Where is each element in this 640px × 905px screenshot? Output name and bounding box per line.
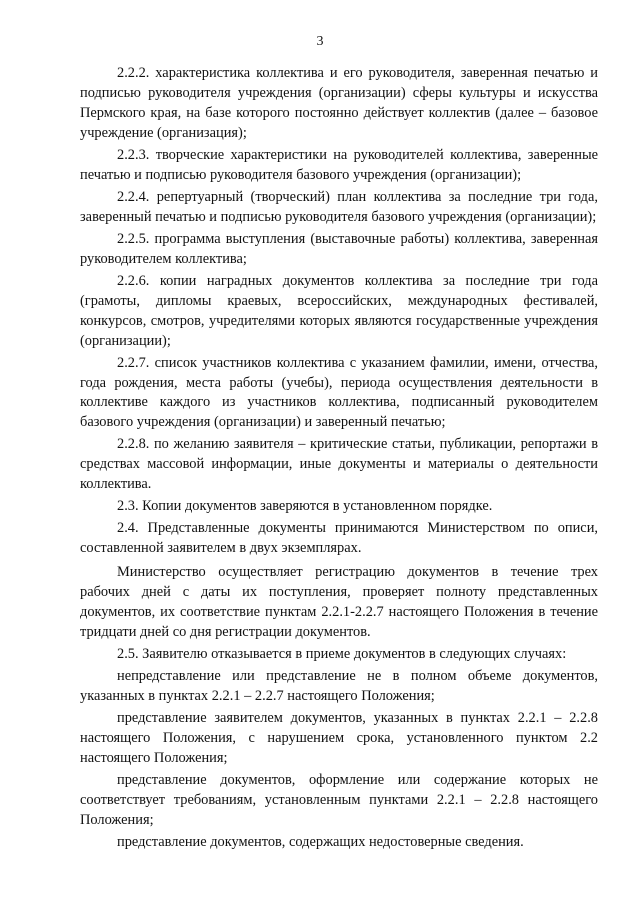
paragraph-refusal-reason-3: представление документов, оформление или содержание которых не соответствует требованиям, установленным пунктами 2.2.1 – 2.2.8 настоящего Положения;	[80, 772, 598, 828]
paragraph-refusal-reason-1: непредставление или представление не в полном объеме документов, указанных в пунктах 2.2.1 – 2.2.7 настоящего Положения;	[80, 668, 598, 705]
paragraph-2-4: 2.4. Представленные документы принимаются Министерством по описи, составленной заявителем в двух экземплярах.	[80, 520, 598, 557]
paragraph-2-2-7: 2.2.7. список участников коллектива с указанием фамилии, имени, отчества, года рождения, места работы (учебы), периода осуществления деятельности в коллективе каждого из участников коллектива, подписанный руководителем базового учреждения (организации) и заверенный печатью;	[80, 354, 598, 431]
paragraph-2-2-2: 2.2.2. характеристика коллектива и его руководителя, заверенная печатью и подписью руководителя учреждения (организации) сферы культуры и искусства Пермского края, на базе которого постоянно действует коллектив (далее – базовое учреждение (организация);	[80, 65, 598, 141]
paragraph-2-5: 2.5. Заявителю отказывается в приеме документов в следующих случаях:	[117, 646, 567, 663]
paragraph-ministry-registration: Министерство осуществляет регистрацию документов в течение трех рабочих дней с даты их поступления, проверяет полноту представленных документов, их соответствие пунктам 2.2.1-2.2.7 настоящего Положения в течение тридцати дней со дня регистрации документов.	[80, 564, 598, 640]
page-number: 3	[316, 34, 324, 49]
paragraph-2-2-5: 2.2.5. программа выступления (выставочные работы) коллектива, заверенная руководителем коллектива;	[80, 230, 598, 267]
paragraph-2-2-8: 2.2.8. по желанию заявителя – критические статьи, публикации, репортажи в средствах массовой информации, иные документы и материалы о деятельности коллектива.	[80, 436, 598, 493]
paragraph-2-2-6: 2.2.6. копии наградных документов коллектива за последние три года (грамоты, дипломы краевых, всероссийских, международных фестивалей, конкурсов, смотров, учредителями которых являются государственные учреждения (организации);	[80, 272, 598, 349]
paragraph-2-2-3: 2.2.3. творческие характеристики на руководителей коллектива, заверенные печатью и подписью руководителя базового учреждения (организации);	[80, 146, 598, 183]
paragraph-2-2-4: 2.2.4. репертуарный (творческий) план коллектива за последние три года, заверенный печатью и подписью руководителя базового учреждения (организации);	[80, 188, 598, 225]
paragraph-2-3: 2.3. Копии документов заверяются в установленном порядке.	[117, 498, 493, 515]
paragraph-refusal-reason-4: представление документов, содержащих недостоверные сведения.	[117, 833, 524, 850]
document-body	[80, 64, 598, 855]
paragraph-refusal-reason-2: представление заявителем документов, указанных в пунктах 2.2.1 – 2.2.8 настоящего Положения, с нарушением срока, установленного пунктом 2.2 настоящего Положения;	[80, 710, 598, 766]
